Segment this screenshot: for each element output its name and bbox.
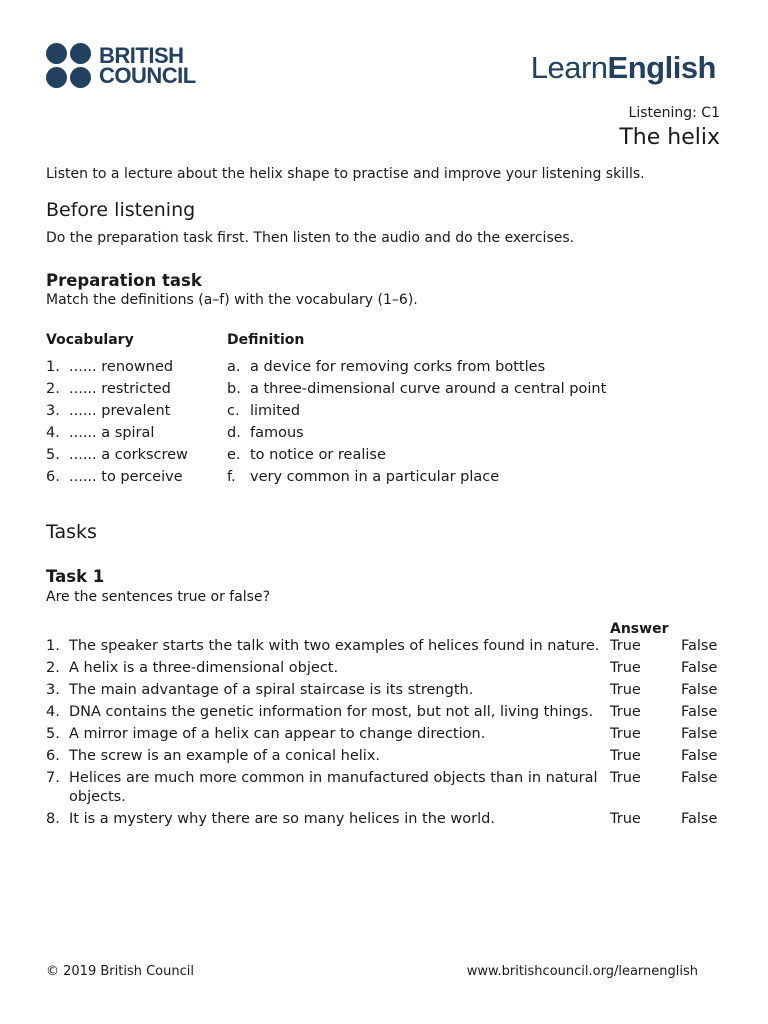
logo-dots-icon [46, 43, 91, 88]
false-option[interactable]: False [681, 638, 718, 654]
task1-item-text: The main advantage of a spiral staircase is its strength. [69, 682, 474, 698]
false-option[interactable]: False [681, 770, 718, 786]
definition-letter: b. [227, 381, 241, 397]
task1-item [46, 769, 726, 807]
task1-heading: Task 1 [46, 567, 105, 586]
definition-text: very common in a particular place [250, 469, 500, 485]
vocab-item [46, 444, 188, 466]
task1-item-number: 8. [46, 811, 60, 827]
false-option[interactable]: False [681, 660, 718, 676]
task1-item-number: 1. [46, 638, 60, 654]
definition-item [227, 422, 606, 444]
vocab-number: 6. [46, 469, 60, 485]
vocab-number: 3. [46, 403, 60, 419]
task1-item-text: The screw is an example of a conical helix. [69, 748, 381, 764]
preparation-instruction: Match the definitions (a–f) with the vocabulary (1–6). [46, 292, 418, 308]
task1-item-text: DNA contains the genetic information for most, but not all, living things. [69, 704, 594, 720]
false-option[interactable]: False [681, 726, 718, 742]
vocab-text: ...... restricted [69, 381, 171, 397]
true-option[interactable]: True [610, 748, 641, 764]
task1-item [46, 747, 726, 766]
false-option[interactable]: False [681, 704, 718, 720]
vocab-text: ...... renowned [69, 359, 174, 375]
false-option[interactable]: False [681, 811, 718, 827]
definition-letter: f. [227, 469, 236, 485]
definition-column-header: Definition [227, 332, 305, 348]
vocabulary-list [46, 356, 188, 488]
vocab-number: 1. [46, 359, 60, 375]
true-option[interactable]: True [610, 638, 641, 654]
vocab-number: 5. [46, 447, 60, 463]
definition-item [227, 444, 606, 466]
definition-text: a three-dimensional curve around a central point [250, 381, 607, 397]
task1-item-text: A mirror image of a helix can appear to change direction. [69, 726, 486, 742]
task1-item [46, 725, 726, 744]
definition-text: to notice or realise [250, 447, 386, 463]
definition-text: a device for removing corks from bottles [250, 359, 546, 375]
task1-item [46, 703, 726, 722]
definition-item [227, 466, 606, 488]
true-false-list [46, 637, 726, 832]
true-option[interactable]: True [610, 704, 641, 720]
task1-item-number: 3. [46, 682, 60, 698]
logo-wordmark: BRITISH COUNCIL [99, 42, 196, 88]
preparation-task-heading: Preparation task [46, 271, 202, 290]
definition-list [227, 356, 606, 488]
task1-item [46, 681, 726, 700]
vocab-item [46, 466, 188, 488]
definition-letter: c. [227, 403, 240, 419]
definition-text: famous [250, 425, 304, 441]
task1-item [46, 659, 726, 678]
before-listening-heading: Before listening [46, 199, 196, 221]
false-option[interactable]: False [681, 682, 718, 698]
task1-item-text: Helices are much more common in manufactured objects than in natural objects. [69, 770, 598, 805]
vocab-number: 2. [46, 381, 60, 397]
vocab-item [46, 356, 188, 378]
definition-letter: d. [227, 425, 241, 441]
vocab-item [46, 378, 188, 400]
task1-item-number: 6. [46, 748, 60, 764]
page-title: The helix [619, 125, 720, 150]
true-option[interactable]: True [610, 811, 641, 827]
learnenglish-logo: LearnEnglish [530, 50, 716, 85]
task1-item-number: 4. [46, 704, 60, 720]
task1-item-text: It is a mystery why there are so many helices in the world. [69, 811, 495, 827]
vocab-text: ...... prevalent [69, 403, 171, 419]
definition-item [227, 356, 606, 378]
task1-item [46, 810, 726, 829]
definition-item [227, 378, 606, 400]
task1-item [46, 637, 726, 656]
british-council-logo [46, 43, 196, 88]
true-option[interactable]: True [610, 726, 641, 742]
definition-text: limited [250, 403, 301, 419]
before-listening-text: Do the preparation task first. Then listen to the audio and do the exercises. [46, 230, 575, 246]
intro-text: Listen to a lecture about the helix shape to practise and improve your listening skills. [46, 166, 645, 182]
definition-item [227, 400, 606, 422]
definition-letter: a. [227, 359, 241, 375]
vocabulary-column-header: Vocabulary [46, 332, 134, 348]
true-option[interactable]: True [610, 660, 641, 676]
false-option[interactable]: False [681, 748, 718, 764]
tasks-heading: Tasks [46, 521, 97, 543]
vocab-item [46, 422, 188, 444]
true-option[interactable]: True [610, 682, 641, 698]
task1-item-number: 7. [46, 770, 60, 786]
task1-item-text: A helix is a three-dimensional object. [69, 660, 339, 676]
vocab-text: ...... a corkscrew [69, 447, 188, 463]
answer-column-header: Answer [610, 621, 669, 637]
vocab-text: ...... to perceive [69, 469, 183, 485]
definition-letter: e. [227, 447, 241, 463]
vocab-number: 4. [46, 425, 60, 441]
level-label: Listening: C1 [628, 105, 720, 121]
task1-item-number: 2. [46, 660, 60, 676]
task1-item-text: The speaker starts the talk with two examples of helices found in nature. [69, 638, 600, 654]
footer-copyright: © 2019 British Council [46, 964, 194, 979]
true-option[interactable]: True [610, 770, 641, 786]
vocab-text: ...... a spiral [69, 425, 155, 441]
task1-instruction: Are the sentences true or false? [46, 589, 271, 605]
vocab-item [46, 400, 188, 422]
task1-item-number: 5. [46, 726, 60, 742]
footer-url[interactable]: www.britishcouncil.org/learnenglish [466, 964, 698, 979]
